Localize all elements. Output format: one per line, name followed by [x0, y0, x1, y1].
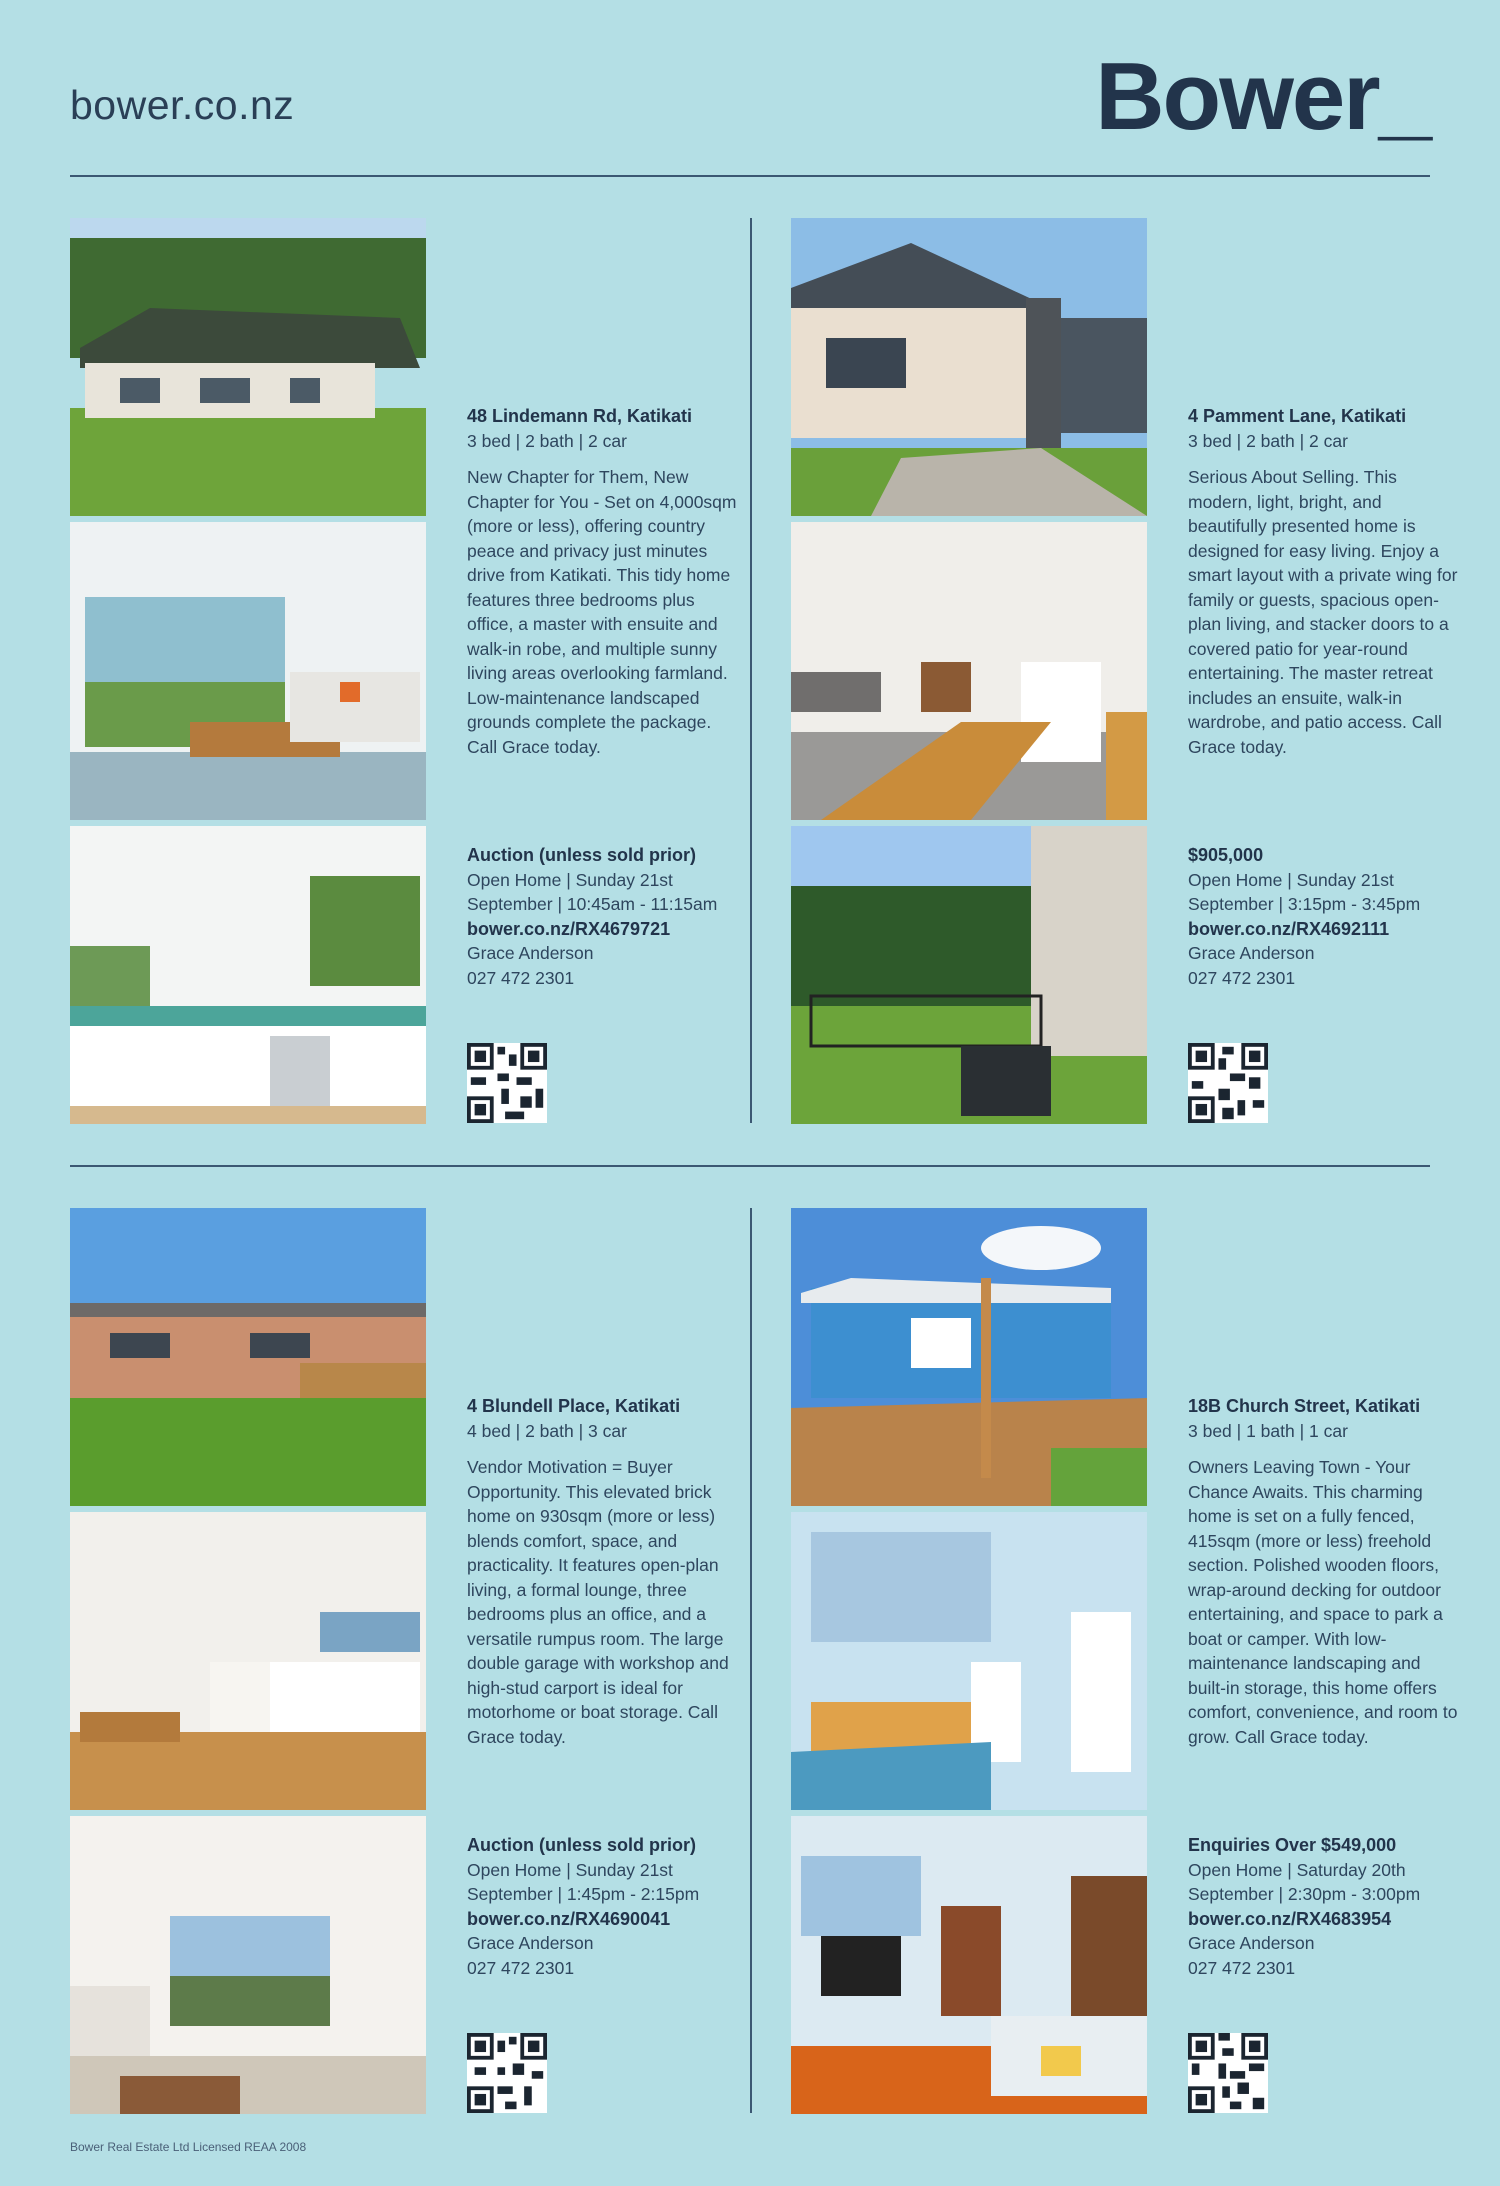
listing-address: 4 Pamment Lane, Katikati	[1188, 406, 1407, 426]
listing-description: Vendor Motivation = Buyer Opportunity. This elevated brick home on 930sqm (more or less) blends comfort, space, and practicality. It features open-plan living, a formal lounge, three bedrooms plus an office, and a versatile rumpus room. The large double garage with workshop and high-stud carport is ideal for motorhome or boat storage. Call Grace today.	[467, 1457, 729, 1747]
site-url[interactable]: bower.co.nz	[70, 82, 295, 128]
lounge-photo[interactable]	[70, 1816, 426, 2114]
listing-address: 18B Church Street, Katikati	[1188, 1396, 1421, 1416]
listing-specs: 3 bed | 2 bath | 2 car	[467, 430, 627, 451]
header-divider	[70, 175, 1430, 177]
open-home-time: Open Home | Saturday 20th September | 2:30pm - 3:00pm	[1188, 1859, 1421, 1904]
qr-code[interactable]	[467, 1043, 547, 1123]
listing-price: Enquiries Over $549,000	[1188, 1835, 1397, 1855]
listing-link[interactable]: bower.co.nz/RX4690041	[467, 1908, 671, 1929]
column-divider	[750, 1208, 752, 2113]
listing-description: Serious About Selling. This modern, light, bright, and beautifully presented home is designed for easy living. Enjoy a smart layout with a private wing for family or guests, spacious open-plan living, and stacker doors to a covered patio for year-round entertaining. The master retreat includes an ensuite, walk-in wardrobe, and patio access. Call Grace today.	[1188, 467, 1458, 757]
open-plan-living-photo[interactable]	[791, 522, 1147, 820]
agent-phone[interactable]: 027 472 2301	[467, 967, 575, 988]
living-room-photo[interactable]	[791, 1816, 1147, 2114]
listing-description: New Chapter for Them, New Chapter for You - Set on 4,000sqm (more or less), offering country peace and privacy just minutes drive from Katikati. This tidy home features three bedrooms plus office, a master with ensuite and walk-in robe, and multiple sunny living areas overlooking farmland. Low-maintenance landscaped grounds complete the package. Call Grace today.	[467, 467, 737, 757]
kitchen-photo[interactable]	[791, 1512, 1147, 1810]
listing-specs: 4 bed | 2 bath | 3 car	[467, 1420, 627, 1441]
listing-card	[791, 218, 1471, 1123]
agent-name: Grace Anderson	[467, 943, 594, 963]
qr-code[interactable]	[467, 2033, 547, 2113]
living-room-photo[interactable]	[70, 522, 426, 820]
qr-code[interactable]	[1188, 1043, 1268, 1123]
bower-logo: Bower_	[1095, 43, 1430, 150]
column-divider	[750, 218, 752, 1123]
listing-link[interactable]: bower.co.nz/RX4683954	[1188, 1908, 1392, 1929]
section-divider	[70, 1165, 1430, 1167]
exterior-photo[interactable]	[70, 1208, 426, 1506]
listing-specs: 3 bed | 1 bath | 1 car	[1188, 1420, 1348, 1441]
listing-link[interactable]: bower.co.nz/RX4692111	[1188, 918, 1390, 939]
listing-specs: 3 bed | 2 bath | 2 car	[1188, 430, 1348, 451]
agent-name: Grace Anderson	[1188, 943, 1315, 963]
listing-price: $905,000	[1188, 845, 1264, 865]
agent-name: Grace Anderson	[467, 1933, 594, 1953]
exterior-photo[interactable]	[791, 218, 1147, 516]
qr-code[interactable]	[1188, 2033, 1268, 2113]
footer-license: Bower Real Estate Ltd Licensed REAA 2008	[70, 2140, 307, 2154]
agent-phone[interactable]: 027 472 2301	[1188, 967, 1296, 988]
listing-price: Auction (unless sold prior)	[467, 845, 697, 865]
listing-price: Auction (unless sold prior)	[467, 1835, 697, 1855]
backyard-patio-photo[interactable]	[791, 826, 1147, 1124]
listing-address: 4 Blundell Place, Katikati	[467, 1396, 681, 1416]
kitchen-photo[interactable]	[70, 826, 426, 1124]
kitchen-dining-photo[interactable]	[70, 1512, 426, 1810]
agent-phone[interactable]: 027 472 2301	[1188, 1957, 1296, 1978]
exterior-photo[interactable]	[791, 1208, 1147, 1506]
listing-card	[70, 218, 750, 1123]
agent-phone[interactable]: 027 472 2301	[467, 1957, 575, 1978]
listing-link[interactable]: bower.co.nz/RX4679721	[467, 918, 671, 939]
exterior-photo[interactable]	[70, 218, 426, 516]
open-home-time: Open Home | Sunday 21st September | 3:15pm - 3:45pm	[1188, 869, 1421, 914]
listing-address: 48 Lindemann Rd, Katikati	[467, 406, 693, 426]
listing-card	[791, 1208, 1471, 2113]
listing-description: Owners Leaving Town - Your Chance Awaits. This charming home is set on a fully fenced, 415sqm (more or less) freehold section. Polished wooden floors, wrap-around decking for outdoor entertaining, and space to park a boat or camper. With low-maintenance landscaping and built-in storage, this home offers comfort, convenience, and room to grow. Call Grace today.	[1188, 1457, 1458, 1747]
open-home-time: Open Home | Sunday 21st September | 10:45am - 11:15am	[467, 869, 718, 914]
listing-card	[70, 1208, 750, 2113]
open-home-time: Open Home | Sunday 21st September | 1:45pm - 2:15pm	[467, 1859, 700, 1904]
agent-name: Grace Anderson	[1188, 1933, 1315, 1953]
